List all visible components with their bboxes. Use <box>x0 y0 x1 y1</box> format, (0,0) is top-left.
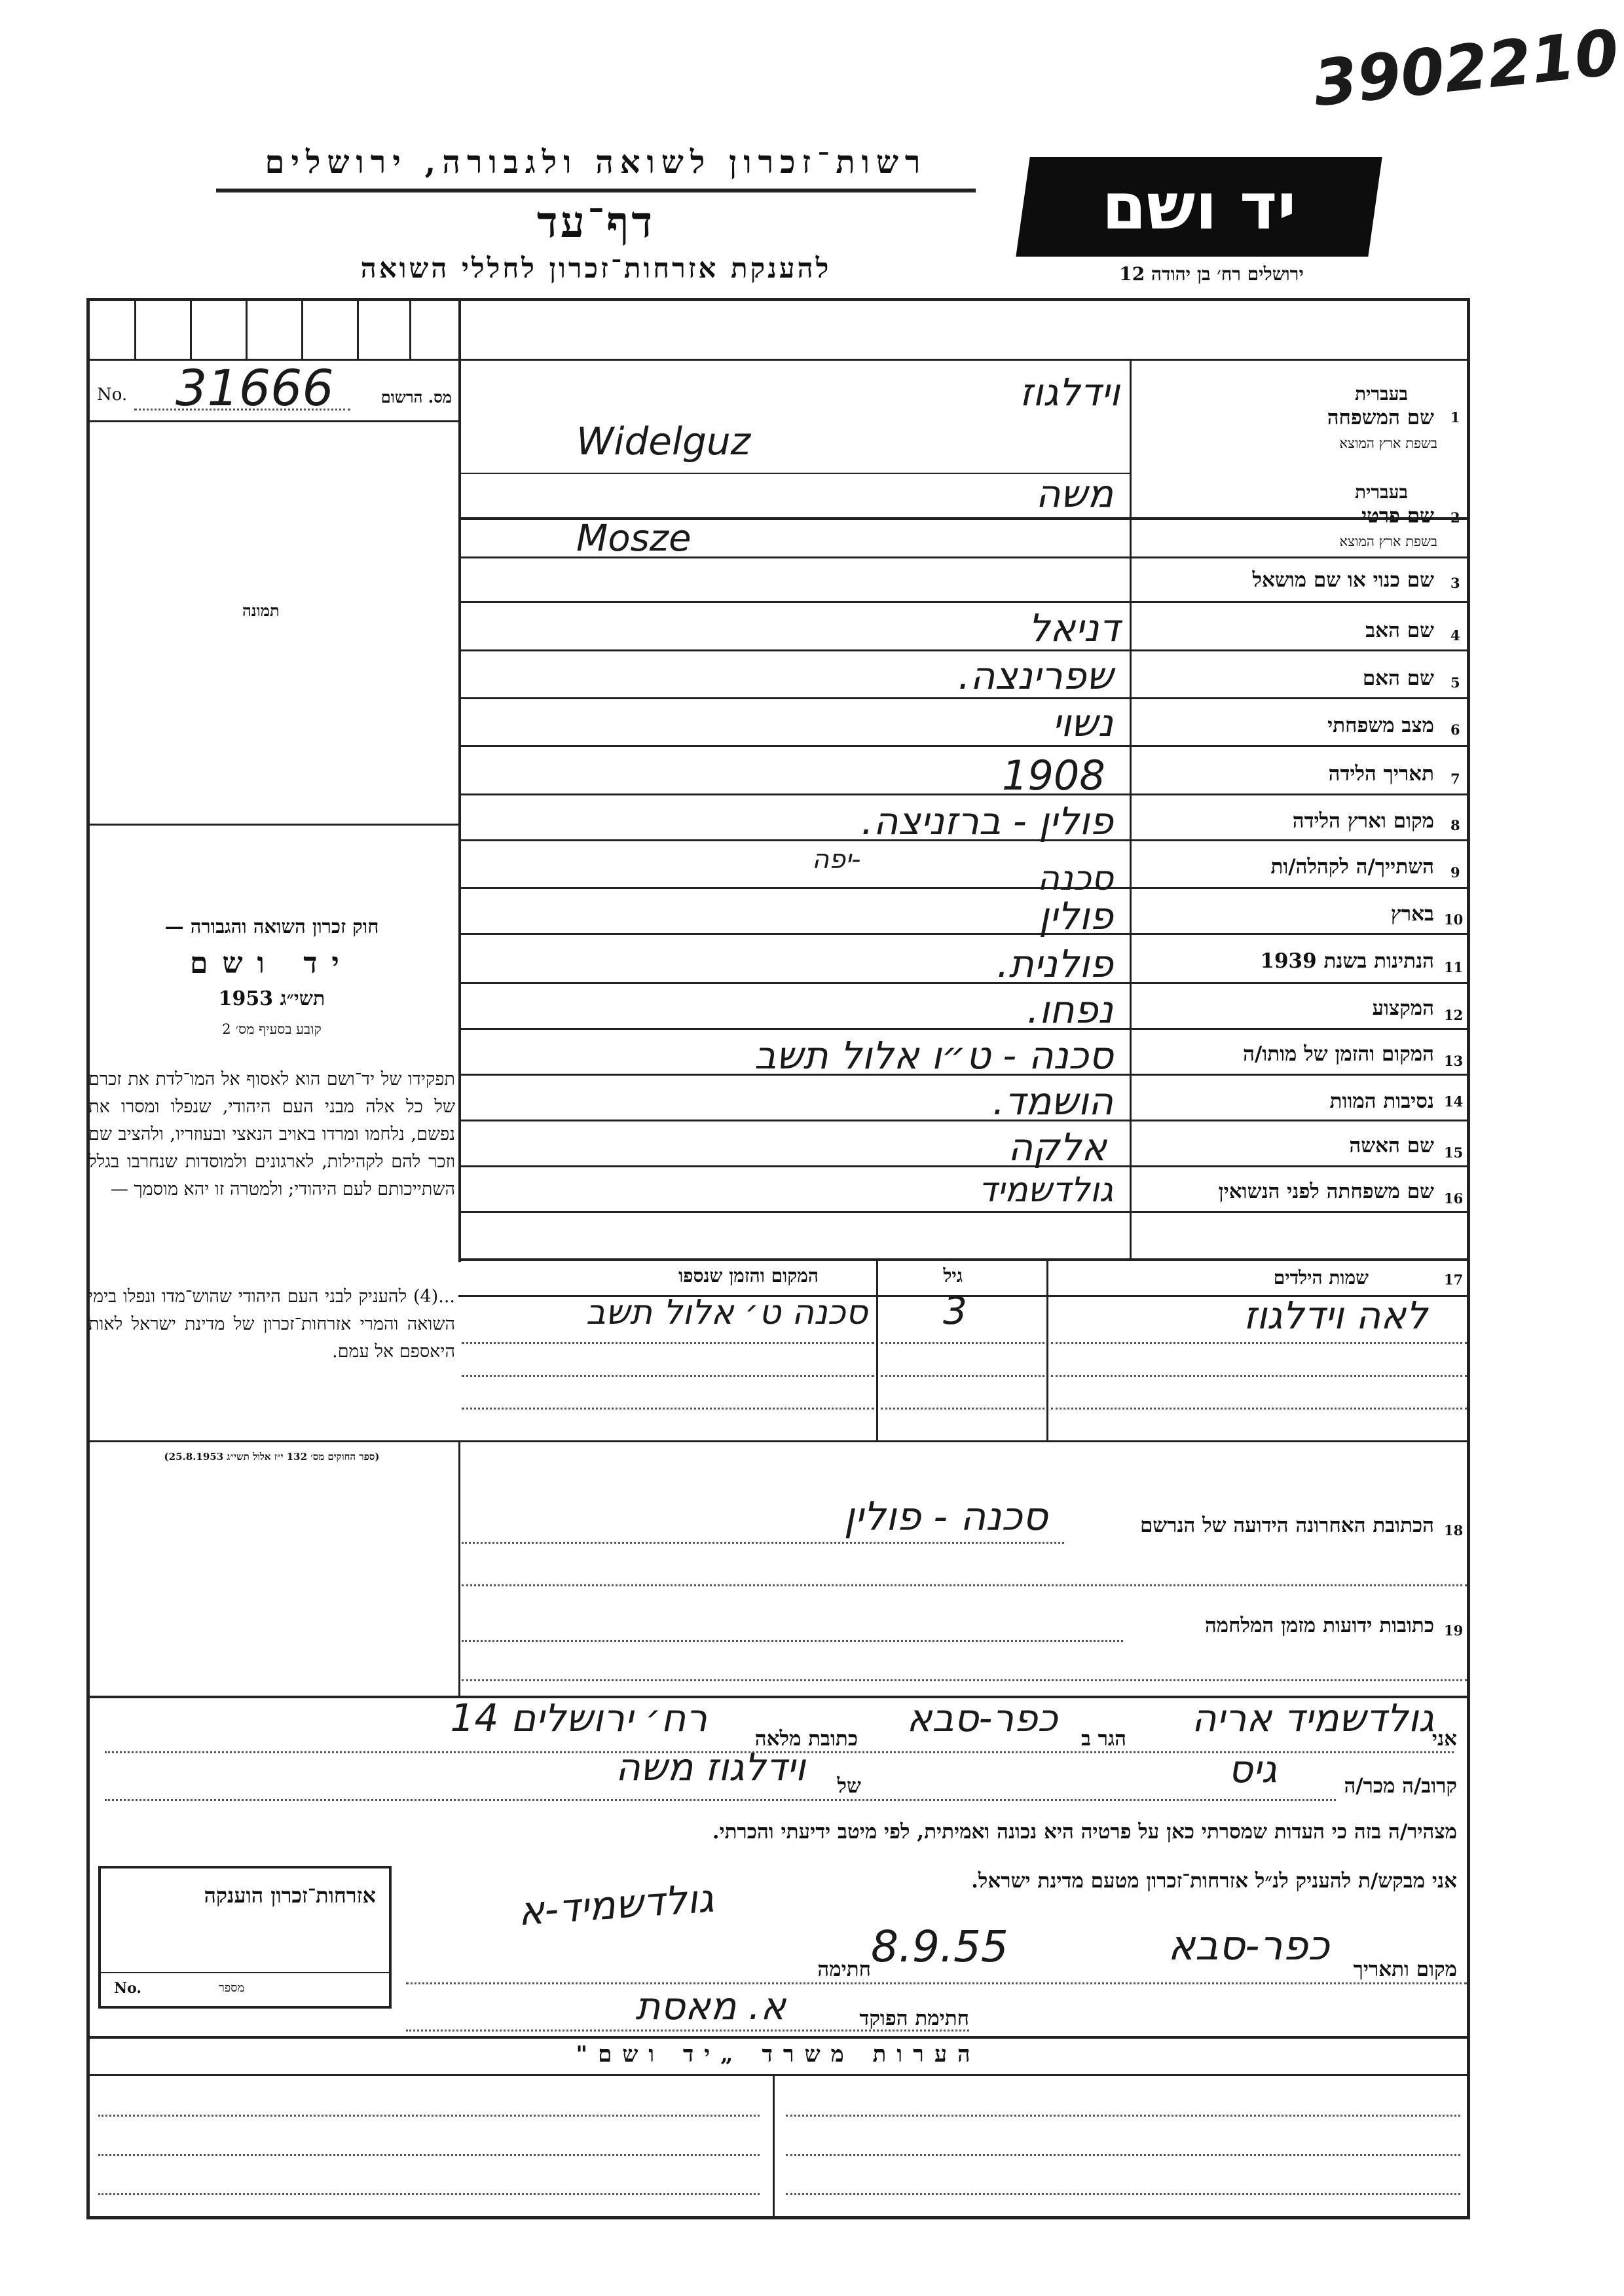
label-surname-origin: בשפת ארץ המוצא <box>1339 435 1437 451</box>
value-profession: נפחו. <box>1027 987 1113 1032</box>
value-wife-maiden: גולדשמיד <box>978 1171 1113 1210</box>
law-year: תשי״ג 1953 <box>218 987 325 1010</box>
value-community: סכנה <box>1037 859 1113 898</box>
decl-full-address: כתובת מלאה <box>754 1727 858 1751</box>
value-birth-place: פולין - ברזניצה. <box>861 799 1113 843</box>
label-wartime-addresses: כתובות ידועות מזמן המלחמה <box>1204 1614 1434 1637</box>
value-marital: נשוי <box>1052 701 1113 745</box>
law-paragraph-2: ...(4) להעניק לבני העם היהודי שהוש־מדו ונפלו בימי השואה והמרי אזרחות־זכרון של מדינת ישראל לאות היאספם אל עמם. <box>88 1286 455 1362</box>
law-citation: (ספר החוקים מס׳ 132 י״ז אלול תשי״ג 25.8.1953) <box>164 1451 380 1463</box>
decl-city: כפר-סבא <box>906 1696 1058 1740</box>
decl-date: 8.9.55 <box>871 1922 1008 1972</box>
value-nationality: פולנית. <box>997 941 1113 986</box>
value-wife: אלקה <box>1008 1125 1107 1169</box>
logo-address: ירושלים רח׳ בן יהודה 12 <box>1119 263 1304 285</box>
label-country: בארץ <box>1390 902 1434 926</box>
value-surname-origin: Widelguz <box>576 419 751 464</box>
label-nationality: הנתינות בשנת 1939 <box>1260 949 1434 973</box>
label-last-address: הכתובת האחרונה הידועה של הנרשם <box>1139 1514 1434 1537</box>
stamp-number-label: מספר <box>219 1981 245 1995</box>
authority-line: רשות־זכרון לשואה ולגבורה, ירושלים <box>265 144 927 181</box>
value-death-place-time: סכנה - ט״ו אלול תשב <box>754 1033 1113 1078</box>
value-child-age: 3 <box>943 1288 967 1333</box>
law-name: יד ושם <box>190 947 354 980</box>
decl-relation: גיס <box>1228 1747 1277 1791</box>
value-mother: שפרינצה. <box>958 653 1113 698</box>
label-children-age: גיל <box>943 1265 963 1286</box>
stamp-title: אזרחות־זכרון הוענקה <box>204 1883 376 1908</box>
label-profession: המקצוע <box>1372 996 1434 1020</box>
label-mother: שם האם <box>1362 666 1434 690</box>
value-country: פולין <box>1039 894 1113 938</box>
value-surname-hebrew: וידלגוז <box>1019 370 1120 414</box>
value-firstname-origin: Mosze <box>576 517 692 560</box>
decl-signature: גולדשמיד-א <box>516 1875 716 1935</box>
decl-official-signature: א. מאסת <box>635 1984 786 2028</box>
form-subtitle: להענקת אזרחות־זכרון לחללי השואה <box>360 252 832 284</box>
label-death-circumstances: נסיבות המוות <box>1329 1089 1434 1113</box>
value-death-circumstances: הושמד. <box>992 1079 1113 1123</box>
label-wife: שם האשה <box>1349 1134 1434 1157</box>
value-child-name: לאה וידלגוז <box>1243 1293 1428 1338</box>
law-clause: קובע בסעיף מס׳ 2 <box>222 1021 322 1037</box>
decl-official-label: חתימת הפוקד <box>859 2007 969 2030</box>
decl-of: של <box>837 1774 861 1798</box>
decl-lives-in: הגר ב <box>1080 1727 1126 1751</box>
label-marital: מצב משפחתי <box>1327 714 1434 737</box>
registration-prefix: No. <box>97 385 128 405</box>
decl-place: כפר-סבא <box>1168 1922 1329 1969</box>
stamp-no: No. <box>114 1980 142 1997</box>
decl-relative: קרוב/ה מכר/ה <box>1344 1774 1457 1798</box>
decl-place-date: מקום ותאריך <box>1353 1958 1457 1981</box>
label-wife-maiden: שם משפחתה לפני הנשואין <box>1218 1180 1434 1203</box>
value-last-address: סכנה - פולין <box>843 1494 1048 1540</box>
label-birth-date: תאריך הלידה <box>1328 762 1434 786</box>
decl-request: אני מבקש/ת להעניק לנ״ל אזרחות־זכרון מטעם מדינת ישראל. <box>971 1869 1457 1893</box>
form-title: דף־עד <box>536 196 655 247</box>
registration-number: 31666 <box>175 359 334 417</box>
label-children-place: המקום והזמן שנספו <box>678 1265 819 1286</box>
label-father: שם האב <box>1365 619 1434 642</box>
label-surname-hebrew: בעברית <box>1354 383 1408 405</box>
label-children: שמות הילדים <box>1273 1267 1369 1288</box>
label-firstname: שם פרטי <box>1361 504 1434 528</box>
label-birth-place: מקום וארץ הלידה <box>1292 809 1434 833</box>
decl-i: אני <box>1431 1727 1457 1751</box>
label-death-place-time: המקום והזמן של מותו/ה <box>1243 1042 1434 1066</box>
label-surname: שם המשפחה <box>1327 406 1434 429</box>
value-birth-date: 1908 <box>1002 752 1105 799</box>
value-community-note: -יפה <box>812 845 861 875</box>
law-title: חוק זכרון השואה והגבורה — <box>164 915 379 938</box>
value-child-place-time: סכנה ט׳ אלול תשב <box>585 1293 868 1332</box>
decl-of-whom: וידלגוז משה <box>616 1745 805 1789</box>
citizenship-stamp-box <box>98 1866 392 2009</box>
decl-name: גולדשמיד אריה <box>1191 1696 1434 1740</box>
office-notes-title: הערות משרד „יד ושם" <box>576 2041 981 2068</box>
label-nickname: שם כנוי או שם מושאל <box>1252 568 1434 592</box>
law-paragraph-1: תפקידו של יד־ושם הוא לאסוף אל המו־לדת את זכרם של כל אלה מבני העם היהודי, שנפלו ומסרו את נפשם, נלחמו ומרדו באויב הנאצי ובעוזריו, ולהציב שם וזכר להם לקהילות, לארגונים ולמוסדות שנחרבו בגלל השתייכותם לעם היהודי; ולמטרה זו יהא מוסמך — <box>88 1069 455 1199</box>
archive-number: 3902210 <box>1310 15 1623 121</box>
photo-label: תמונה <box>242 601 280 620</box>
label-firstname-origin: בשפת ארץ המוצא <box>1339 534 1437 549</box>
registration-label: מס. הרשום <box>380 388 452 407</box>
decl-address: רח׳ ירושלים 14 <box>450 1696 707 1740</box>
value-firstname-hebrew: משה <box>1035 471 1113 516</box>
label-community: השתייך/ה לקהלה/ות <box>1270 855 1434 879</box>
decl-signature-label: חתימה <box>817 1958 871 1981</box>
logo-text: יד ושם <box>1101 170 1297 244</box>
label-firstname-hebrew: בעברית <box>1354 481 1408 503</box>
value-father: דניאל <box>1028 606 1120 650</box>
decl-statement: מצהיר/ה בזה כי העדות שמסרתי כאן על פרטיה היא נכונה ואמיתית, לפי מיטב ידיעתי והכרתי. <box>712 1820 1457 1844</box>
yad-vashem-logo <box>1016 157 1382 257</box>
